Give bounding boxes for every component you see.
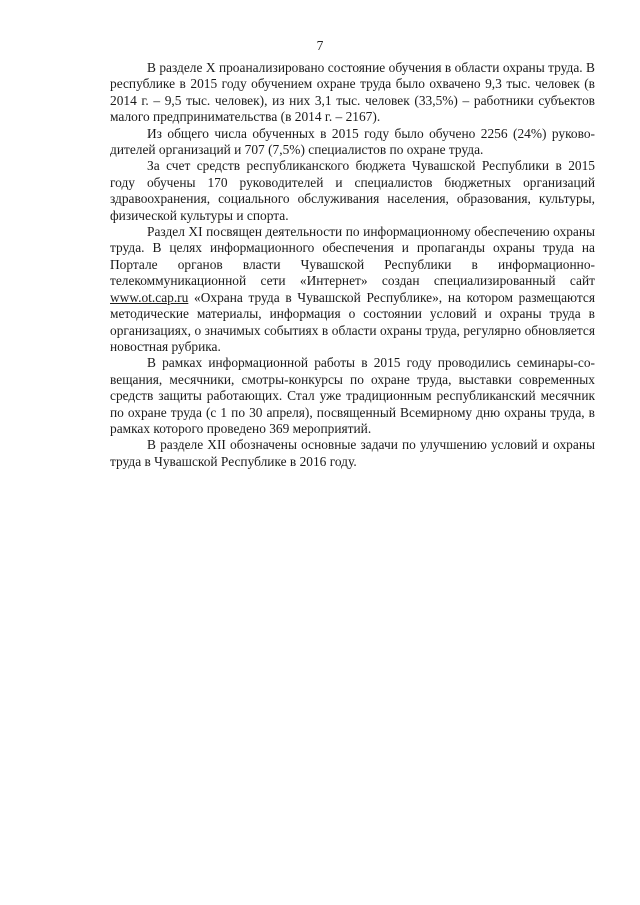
paragraph-text-after-link: «Охрана труда в Чувашской Республике», на котором размещаются методические материалы, информация о состоянии условий и охраны труда в организациях, о значимых событиях в области охраны труда, регулярно обновляется новостная рубрика. xyxy=(110,289,595,354)
page-number: 7 xyxy=(316,38,324,53)
paragraph-budget-training: За счет средств республиканского бюджета Чувашской Республики в 2015 году обучены 170 руководителей и специалистов бюджетных организаций здравоохранения, социального обслуживания населения, образования, культуры, физической культуры и спорта. xyxy=(110,158,595,223)
paragraph-trained-managers: Из общего числа обученных в 2015 году было обучено 2256 (24%) руководителей организаций и 707 (7,5%) специалистов по охране труда. xyxy=(110,125,595,158)
paragraph-main-tasks: В разделе XII обозначены основные задачи по улучшению условий и охраны труда в Чувашской Республике в 2016 году. xyxy=(110,437,595,469)
paragraph-training-overview: В разделе X проанализировано состояние обучения в области охраны труда. В республике в 2015 году обучением охране труда было охвачено 9,3 тыс. человек (в 2014 г. – 9,5 тыс. человек), из них 3,1 тыс. человек (33,5%) – работники субъектов малого предпринимательства (в 2014 г. – 2167). xyxy=(110,60,595,125)
website-link[interactable]: www.ot.cap.ru xyxy=(110,289,189,305)
paragraph-information-work: В рамках информационной работы в 2015 году проводились семинары-совещания, месячники, смотры-конкурсы по охране труда, выставки современных средств защиты работающих. Стал уже традиционным республиканский месячник по охране труда (с 1 по 30 апреля), посвященный Всемирному дню охраны труда, в рамках которого проведено 369 мероприятий. xyxy=(110,355,595,436)
paragraph-text-before-link: Раздел XI посвящен деятельности по информационному обеспечению охраны труда. В целях информационного обеспечения и пропаганды охраны труда на Портале органов власти Чувашской Республики в информационно-телекоммуникационной сети «Интернет» создан специализированный сайт xyxy=(110,224,595,289)
document-body xyxy=(110,60,595,470)
paragraph-information-support xyxy=(110,224,595,355)
